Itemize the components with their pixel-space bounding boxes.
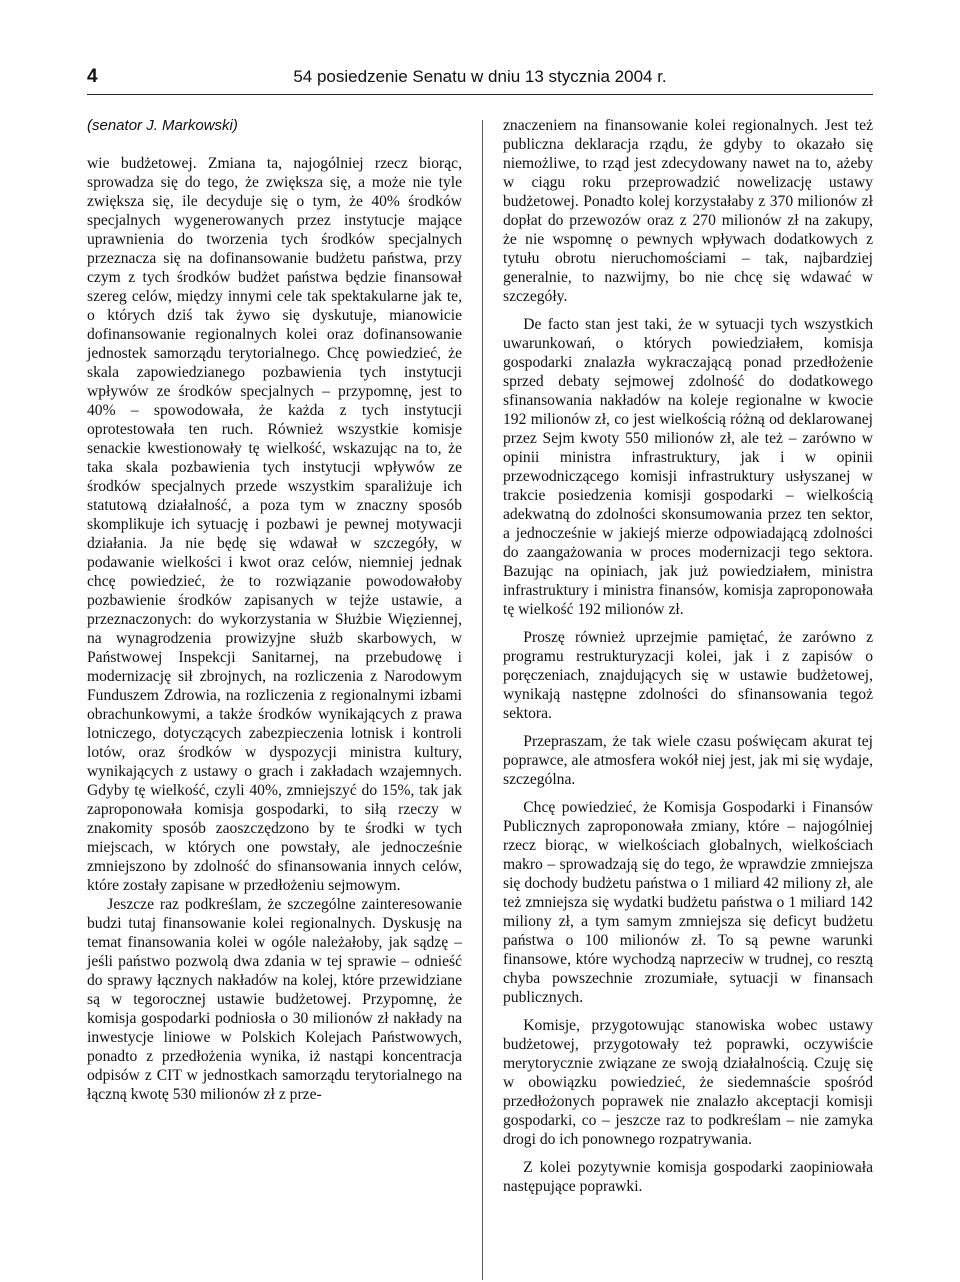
running-title: 54 posiedzenie Senatu w dniu 13 stycznia 2004 r. [293,67,667,86]
right-column [503,116,873,1196]
paragraph: Jeszcze raz podkreślam, że szczególne zainteresowanie budzi tutaj finansowanie kolei regionalnych. Dyskusję na temat finansowania kolei w ogóle należałoby, jak sądzę – jeśli państwo pozwolą dwa zdania w tej sprawie – odnieść do sprawy łącznych nakładów na kolej, które przewidziane są w tegorocznej ustawie budżetowej. Przypomnę, że komisja gospodarki podniosła o 30 milionów zł nakłady na inwestycje liniowe w Polskich Kolejach Państwowych, ponadto z przedłożenia wynika, iż nastąpi koncentracja odpisów z CIT w jednostkach samorządu terytorialnego na łączną kwotę 530 milionów zł z prze- [87,896,462,1103]
paragraph: wie budżetowej. Zmiana ta, najogólniej rzecz biorąc, sprowadza się do tego, że zwiększa się, a może nie tyle zwiększa się, ile decyduje się o tym, że 40% środków specjalnych wygenerowanych przez instytucje mające uprawnienia do tworzenia tych środków specjalnych przeznacza się na dofinansowanie budżetu państwa, przy czym z tych środków budżet państwa będzie finansował szereg celów, między innymi cele tak spektakularne jak te, o których dziś tak żywo się dyskutuje, mianowicie dofinansowanie regionalnych kolei oraz dofinansowanie jednostek samorządu terytorialnego. Chcę powiedzieć, że skala zapowiedzianego pozbawienia tych instytucji wpływów ze środków specjalnych – przypomnę, jest to 40% – spowodowała, że każda z tych instytucji oprotestowała ten ruch. Również wszystkie komisje senackie kwestionowały tę wielkość, wskazując na to, że taka skala pozbawienia tych instytucji wpływów ze środków specjalnych przede wszystkim sparaliżuje ich statutową działalność, a poza tym w znaczny sposób skomplikuje ich sytuację i pozbawi je pewnej motywacji działania. Ja nie będę się wdawał w szczegóły, w podawanie wielkości i kwot oraz celów, niemniej jednak chcę powiedzieć, że to rozwiązanie powodowałoby pozbawienie środków zapisanych w tejże ustawie, a przeznaczonych: do wykorzystania w Służbie Więziennej, na wynagrodzenia prowizyjne służb skarbowych, w Państwowej Inspekcji Sanitarnej, na przebudowę i modernizację sił zbrojnych, na rozliczenia z Narodowym Funduszem Zdrowia, na rozliczenia z regionalnymi izbami obrachunkowymi, a także środków wynikających z prawa lotniczego, dotyczących zabezpieczenia lotnisk i kontroli lotów, oraz środków w dyspozycji ministra kultury, wynikających z ustawy o grach i zakładach wzajemnych. Gdyby tę wielkość, czyli 40%, zmniejszyć do 15%, tak jak zaproponowała komisja gospodarki, to siłą rzeczy w znakomity sposób zaoszczędzono by te środki w tych miejscach, w których one powstały, ale jednocześnie zmniejszono by zdolność do sfinansowania innych celów, które zostały zapisane w przedłożeniu sejmowym. [87,155,462,894]
speaker-label: (senator J. Markowski) [87,117,238,134]
paragraph: Przepraszam, że tak wiele czasu poświęcam akurat tej poprawce, ale atmosfera wokół niej jest, jak mi się wydaje, szczególna. [503,733,873,788]
page-header [87,64,873,95]
paragraph: Proszę również uprzejmie pamiętać, że zarówno z programu restrukturyzacji kolei, jak i z zapisów o poręczeniach, znajdujących się w ustawie budżetowej, wynikają następne zdolności do sfinansowania tegoż sektora. [503,629,873,722]
paragraph: Chcę powiedzieć, że Komisja Gospodarki i Finansów Publicznych zaproponowała zmiany, które – najogólniej rzecz biorąc, w wielkościach globalnych, wielkościach makro – sprowadzają się do tego, że wprawdzie zmniejsza się dochody budżetu państwa o 1 miliard 42 miliony zł, ale też zmniejsza się wydatki budżetu państwa o 1 miliard 142 miliony zł, a tym samym zmniejsza się deficyt budżetu państwa o 100 milionów zł. To są pewne warunki finansowe, które wychodzą naprzeciw w trudnej, co resztą chyba powszechnie zrozumiałe, sytuacji w finansach publicznych. [503,799,873,1006]
paragraph: Z kolei pozytywnie komisja gospodarki zaopiniowała następujące poprawki. [503,1159,873,1195]
left-column [87,116,462,1104]
page-number: 4 [87,66,98,87]
paragraph: De facto stan jest taki, że w sytuacji tych wszystkich uwarunkowań, o których powiedziałem, komisja gospodarki znalazła wykraczającą ponad przedłożenie sprzed debaty sejmowej zdolność do dodatkowego sfinansowania nakładów na koleje regionalne w kwocie 192 milionów zł, co jest wielkością różną od deklarowanej przez Sejm kwoty 550 milionów zł, ale też – zarówno w opinii ministra infrastruktury, jak i w opinii przewodniczącego komisji infrastruktury usłyszanej w trakcie posiedzenia komisji gospodarki – wielkością adekwatną do zdolności skonsumowania przez ten sektor, a jednocześnie w jakiejś mierze odpowiadającą zdolności do zaangażowania w proces modernizacji tego sektora. Bazując na opiniach, jak już powiedziałem, ministra infrastruktury i ministra finansów, komisja zaproponowała tę wielkość 192 milionów zł. [503,316,873,618]
paragraph: znaczeniem na finansowanie kolei regionalnych. Jest też publiczna deklaracja rządu, że gdyby to okazało się niemożliwe, to rząd jest zdecydowany nawet na to, ażeby w ciągu roku przeprowadzić nowelizację ustawy budżetowej. Ponadto kolej korzystałaby z 370 milionów zł dopłat do przewozów oraz z 270 milionów zł na zakupy, że nie wspomnę o pewnych wpływach dodatkowych z tytułu obrotu nieruchomościami – tak, najbardziej generalnie, to nazwijmy, bo nie chcę się wdawać w szczegóły. [503,117,873,305]
paragraph: Komisje, przygotowując stanowiska wobec ustawy budżetowej, przygotowały też poprawki, oczywiście merytorycznie związane ze swoją działalnością. Czuję się w obowiązku powiedzieć, że siedemnaście spośród przedłożonych poprawek nie znalazło akceptacji komisji gospodarki, co – jeszcze raz to podkreślam – nie zamyka drogi do ich ponownego rozpatrywania. [503,1017,873,1148]
column-divider [482,120,483,1280]
